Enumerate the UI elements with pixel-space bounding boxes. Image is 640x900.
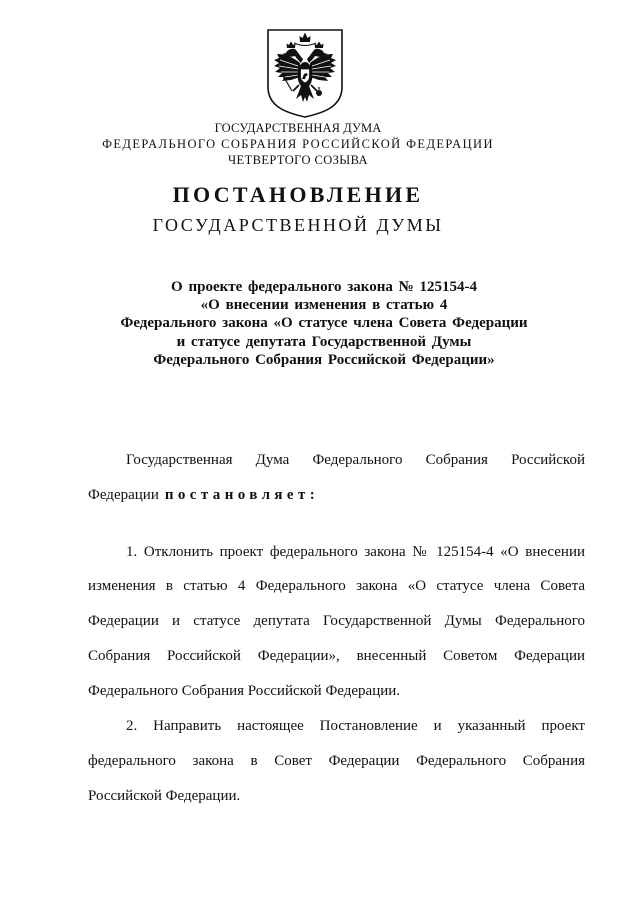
item-line: Собрания Российской Федерации», внесенный Советом Федерации [88, 648, 585, 665]
resolution-items [88, 535, 585, 814]
item-line: Федерального Собрания Российской Федерации. [88, 682, 401, 699]
preamble-line [88, 478, 585, 513]
item-line: изменения в статью 4 Федерального закона «О статусе члена Совета [88, 578, 585, 595]
item-line: Российской Федерации. [88, 787, 241, 804]
subject-line: и статусе депутата Государственной Думы [176, 333, 472, 350]
item-line: 1. Отклонить проект федерального закона № 125154-4 «О внесении [126, 543, 585, 560]
preamble-line-start: Федерации [88, 486, 159, 503]
document-issuer: ГОСУДАРСТВЕННОЙ ДУМЫ [152, 215, 444, 235]
operative-verb: постановляет: [164, 486, 320, 503]
subject-line: «О внесении изменения в статью 4 [200, 297, 448, 314]
resolution-item-2 [88, 709, 585, 814]
header-line: ГОСУДАРСТВЕННАЯ ДУМА [214, 121, 382, 135]
issuer-header [0, 120, 596, 168]
subject-line: Федерального Собрания Российской Федерации» [153, 351, 495, 368]
header-line: ФЕДЕРАЛЬНОГО СОБРАНИЯ РОССИЙСКОЙ ФЕДЕРАЦИИ [102, 137, 494, 151]
resolution-item-1 [88, 535, 585, 709]
coat-of-arms-icon [265, 27, 345, 119]
item-line: Федерации и статусе депутата Государственной Думы Федерального [88, 613, 585, 630]
preamble-line: Государственная Дума Федерального Собрания Российской [126, 451, 585, 468]
document-subject [88, 278, 560, 369]
header-line: ЧЕТВЕРТОГО СОЗЫВА [228, 153, 368, 167]
document-type-title: ПОСТАНОВЛЕНИЕ [172, 182, 424, 207]
item-line: федерального закона в Совет Федерации Федерального Собрания [88, 752, 585, 769]
preamble [88, 443, 585, 513]
subject-line: О проекте федерального закона № 125154-4 [171, 279, 477, 295]
subject-line: Федерального закона «О статусе члена Совета Федерации [120, 315, 528, 332]
item-line: 2. Направить настоящее Постановление и указанный проект [126, 717, 585, 734]
